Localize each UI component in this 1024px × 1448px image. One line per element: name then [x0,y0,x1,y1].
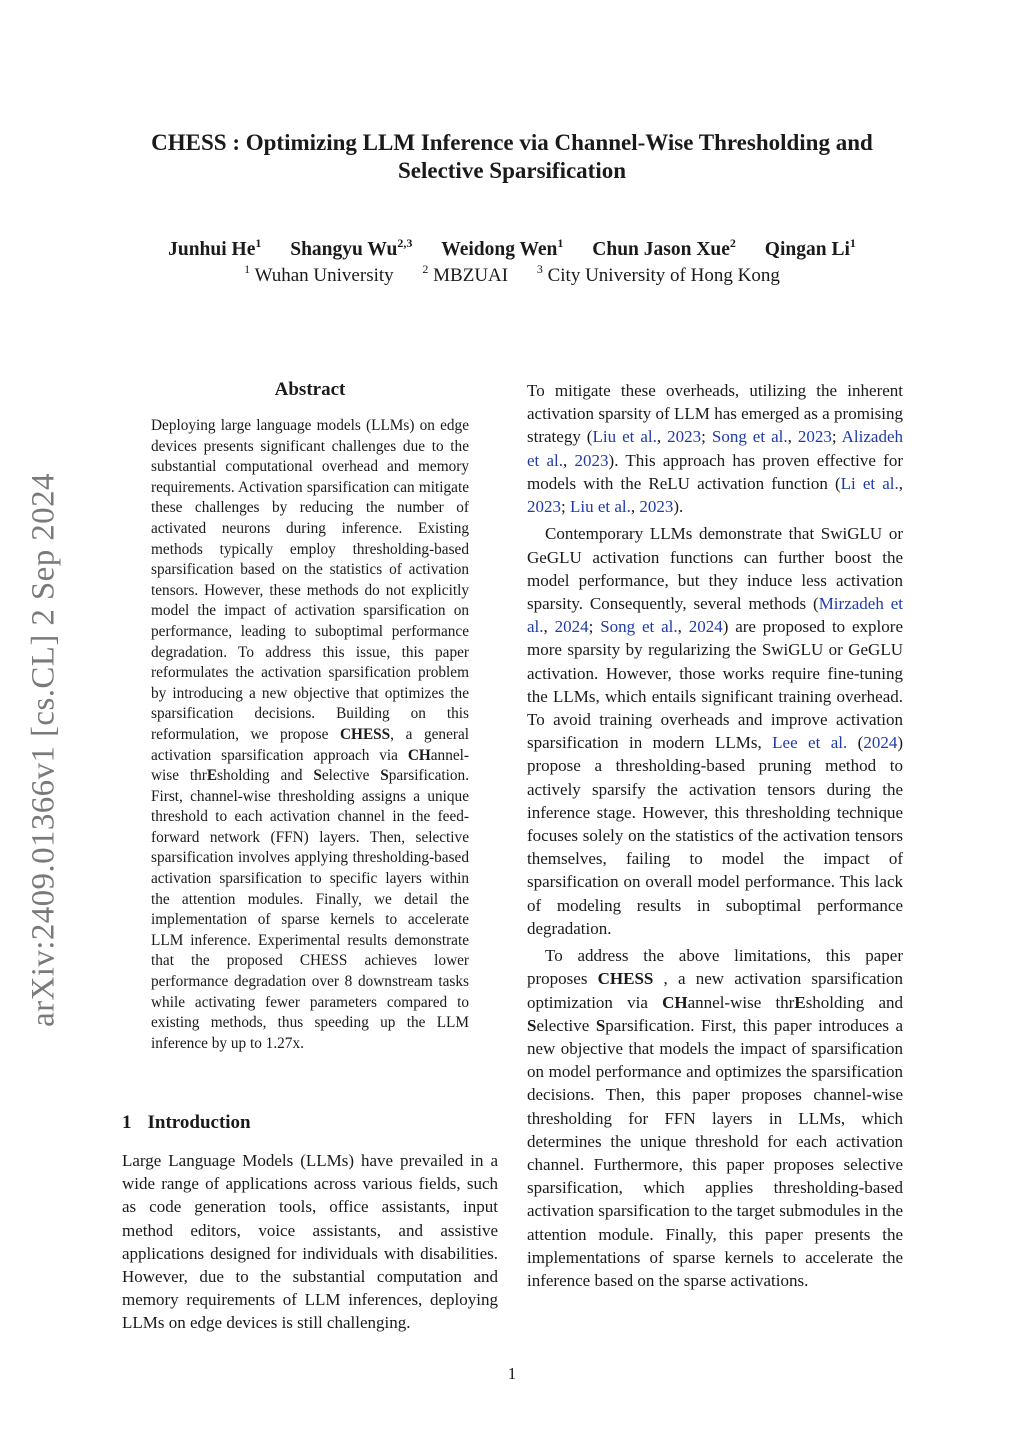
abstract-heading: Abstract [274,379,346,400]
intro-paragraph-1: Large Language Models (LLMs) have prevailed in a wide range of applications across various fields, such as code generation tools, office assistants, input method editors, voice assistants, and assistive applications designed for individuals with disabilities. However, due to the substantial computation and memory requirements of LLM inferences, deploying LLMs on edge devices is still challenging. [122,1151,498,1333]
title-line-2: Selective Sparsification [397,158,627,183]
citation-link[interactable]: Liu et al. [592,427,657,447]
intro-paragraph-4: To address the above limitations, this paper proposes CHESS , a new activation sparsification optimization via CHannel-wise thrEsholding and Selective Sparsification. First, this paper introduces a new objective that models the impact of sparsification on model performance and optimizes the sparsification decisions. Then, this paper proposes channel-wise thresholding for FFN layers in LLMs, which determines the unique threshold for each activation channel. Furthermore, this paper proposes selective sparsification, which applies thresholding-based activation sparsification to the target submodules in the attention module. Finally, this paper presents the implementations of sparse kernels to accelerate the inference based on the sparse activations. [527,946,903,1291]
citation-link[interactable]: Song et al. [600,617,678,637]
citation-link[interactable]: Mirzadeh et al. [527,594,903,637]
citation-link[interactable]: Alizadeh et al. [527,427,904,470]
citation-link[interactable]: Song et al. [711,427,788,447]
citation-link[interactable]: 2023 [667,427,702,447]
citation-link[interactable]: Liu et al. [569,497,631,517]
citation-link[interactable]: 2023 [797,427,832,447]
intro-paragraph-2: To mitigate these overheads, utilizing the inherent activation sparsity of LLM has emerged as a promising strategy (Liu et al., 2023; Song et al., 2023; Alizadeh et al., 2023). This approach has proven effective for models with the ReLU activation function (Li et al., 2023; Liu et al., 2023). [527,381,904,517]
abstract-text: Deploying large language models (LLMs) on edge devices presents significant challenges due to the substantial computational overhead and memory requirements. Activation sparsification can mitigate these challenges by reducing the number of activated neurons during inference. Existing methods typically employ thresholding-based sparsification based on the statistics of activation tensors. However, these methods do not explicitly model the impact of activation sparsification on performance, leading to suboptimal performance degradation. To address this issue, this paper reformulates the activation sparsification problem by introducing a new objective that optimizes the sparsification decisions. Building on this reformulation, we propose CHESS, a general activation sparsification approach via CHannel-wise thrEsholding and Selective Sparsification. First, channel-wise thresholding assigns a unique threshold to each activation channel in the feed-forward network (FFN) layers. Then, selective sparsification involves applying thresholding-based activation sparsification to specific layers within the attention modules. Finally, we detail the implementation of sparse kernels to accelerate LLM inference. Experimental results demonstrate that the proposed CHESS achieves lower performance degradation over 8 downstream tasks while activating fewer parameters compared to existing methods, thus speeding up the LLM inference by up to 1.27x. [151,417,470,1052]
arxiv-identifier-stamp: arXiv:2409.01366v1 [cs.CL] 2 Sep 2024 [25,473,62,1027]
author-list [80,236,944,261]
title-line-1: CHESS : Optimizing LLM Inference via Channel-Wise Thresholding and [151,130,873,155]
citation-link[interactable]: 2023 [639,497,674,517]
page-number: 1 [507,1364,517,1383]
author: Junhui He$^1$ [168,236,262,260]
citation-link[interactable]: 2023 [527,497,561,517]
citation-link[interactable]: 2023 [574,450,609,470]
affiliation: $^2$ MBZUAI [422,262,509,286]
section-heading-introduction: 1 Introduction [122,1112,251,1133]
intro-paragraph-3: Contemporary LLMs demonstrate that SwiGLU or GeGLU activation functions can further boost the model performance, but they induce less activation sparsity. Consequently, several methods (Mirzadeh et al., 2024; Song et al., 2024) are proposed to explore more sparsity by regularizing the SwiGLU or GeGLU activation. However, those works require fine-tuning the LLMs, which entails significant training overhead. To avoid training overheads and improve activation sparsification in modern LLMs, Lee et al. (2024) propose a thresholding-based pruning method to actively sparsify the activation tensors during the inference stage. However, this thresholding technique focuses solely on the statistics of the activation tensors themselves, failing to model the impact of sparsification on overall model performance. This lack of modeling results in suboptimal performance degradation. [527,524,903,938]
author: Qingan Li$^1$ [764,236,856,260]
citation-link[interactable]: 2024 [554,617,589,637]
affiliation-list [80,262,944,287]
citation-link[interactable]: Li et al. [840,473,899,493]
author: Chun Jason Xue$^2$ [592,236,736,260]
paper-title [100,129,924,185]
citation-link[interactable]: 2024 [863,733,898,753]
affiliation: $^1$ Wuhan University [244,262,394,286]
right-column [527,379,903,1296]
author: Shangyu Wu$^{2,3}$ [290,236,413,260]
affiliation: $^3$ City University of Hong Kong [536,262,780,286]
author: Weidong Wen$^1$ [441,236,564,260]
citation-link[interactable]: 2024 [688,617,723,637]
citation-link[interactable]: Lee et al. [772,733,848,753]
